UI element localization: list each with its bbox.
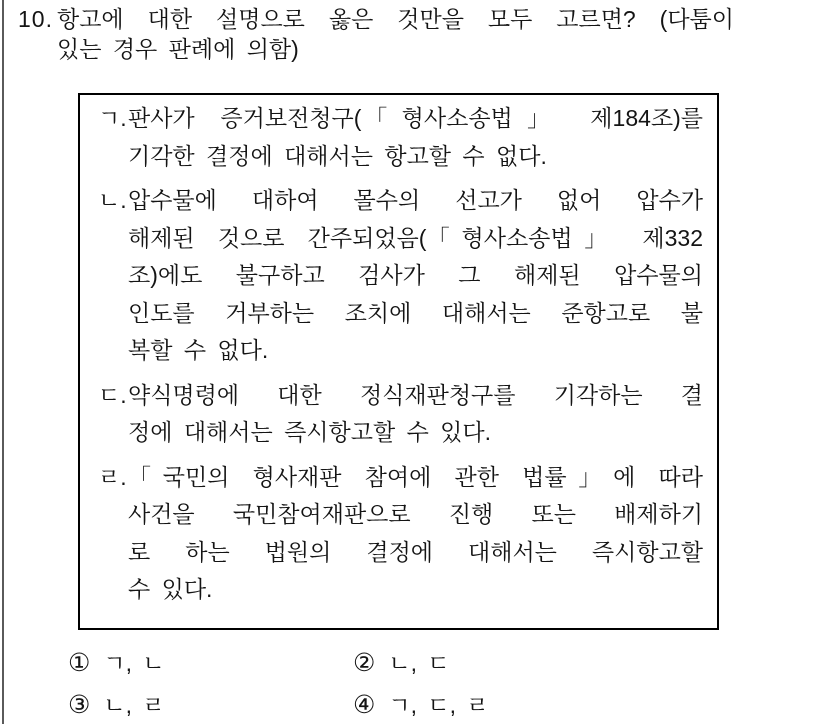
choice-4 bbox=[353, 692, 489, 719]
statement-line: 「국민의 형사재판 참여에 관한 법률」에 따라 bbox=[128, 463, 703, 490]
question-line: 항고에 대한 설명으로 옳은 것만을 모두 고르면? (다툼이 bbox=[57, 6, 734, 32]
choice-3 bbox=[68, 692, 165, 719]
statement-line: 해제된 것으로 간주되었음(「형사소송법」 제332 bbox=[128, 224, 703, 251]
choice-2 bbox=[353, 650, 450, 677]
page-left-border bbox=[2, 0, 4, 724]
question-text bbox=[57, 4, 734, 64]
question-number: 10. bbox=[18, 6, 53, 32]
statements-box bbox=[78, 93, 719, 630]
statement-item-r bbox=[98, 459, 703, 609]
statement-marker: ㄱ. bbox=[98, 105, 127, 131]
statement-marker: ㄷ. bbox=[98, 381, 127, 408]
statement-line: 기각한 결정에 대해서는 항고할 수 없다. bbox=[128, 142, 547, 169]
statement-line: 인도를 거부하는 조치에 대해서는 준항고로 불 bbox=[128, 299, 703, 326]
choice-4-text: ㄱ, ㄷ, ㄹ bbox=[388, 692, 489, 718]
statement-item-n bbox=[98, 182, 703, 370]
statement-line: 수 있다. bbox=[128, 576, 213, 602]
statement-line: 압수물에 대하여 몰수의 선고가 없어 압수가 bbox=[128, 187, 703, 213]
choice-4-number: ④ bbox=[353, 691, 376, 719]
statement-text bbox=[128, 377, 703, 452]
statement-line: 조)에도 불구하고 검사가 그 해제된 압수물의 bbox=[128, 262, 703, 288]
choice-2-text: ㄴ, ㄷ bbox=[388, 650, 450, 676]
choice-1-number: ① bbox=[68, 649, 91, 677]
choice-3-number: ③ bbox=[68, 691, 91, 719]
statement-line: 약식명령에 대한 정식재판청구를 기각하는 결 bbox=[128, 381, 703, 408]
statement-line: 판사가 증거보전청구(「형사소송법」 제184조)를 bbox=[128, 105, 703, 131]
statement-item-d bbox=[98, 377, 703, 452]
choice-1-text: ㄱ, ㄴ bbox=[103, 650, 165, 676]
choice-3-text: ㄴ, ㄹ bbox=[103, 692, 165, 718]
statement-line: 정에 대해서는 즉시항고할 수 있다. bbox=[128, 419, 492, 445]
question-line: 있는 경우 판례에 의함) bbox=[57, 36, 299, 62]
statement-marker: ㄴ. bbox=[98, 187, 127, 213]
statement-line: 로 하는 법원의 결정에 대해서는 즉시항고할 bbox=[128, 538, 703, 565]
question bbox=[18, 4, 734, 64]
statement-text bbox=[128, 100, 703, 175]
choice-2-number: ② bbox=[353, 649, 376, 677]
statement-text bbox=[128, 182, 703, 370]
statement-item-g bbox=[98, 100, 703, 175]
choice-1 bbox=[68, 650, 165, 677]
statement-line: 복할 수 없다. bbox=[128, 337, 269, 363]
statement-line: 사건을 국민참여재판으로 진행 또는 배제하기 bbox=[128, 501, 703, 527]
statement-marker: ㄹ. bbox=[98, 463, 127, 490]
statement-text bbox=[128, 459, 703, 609]
